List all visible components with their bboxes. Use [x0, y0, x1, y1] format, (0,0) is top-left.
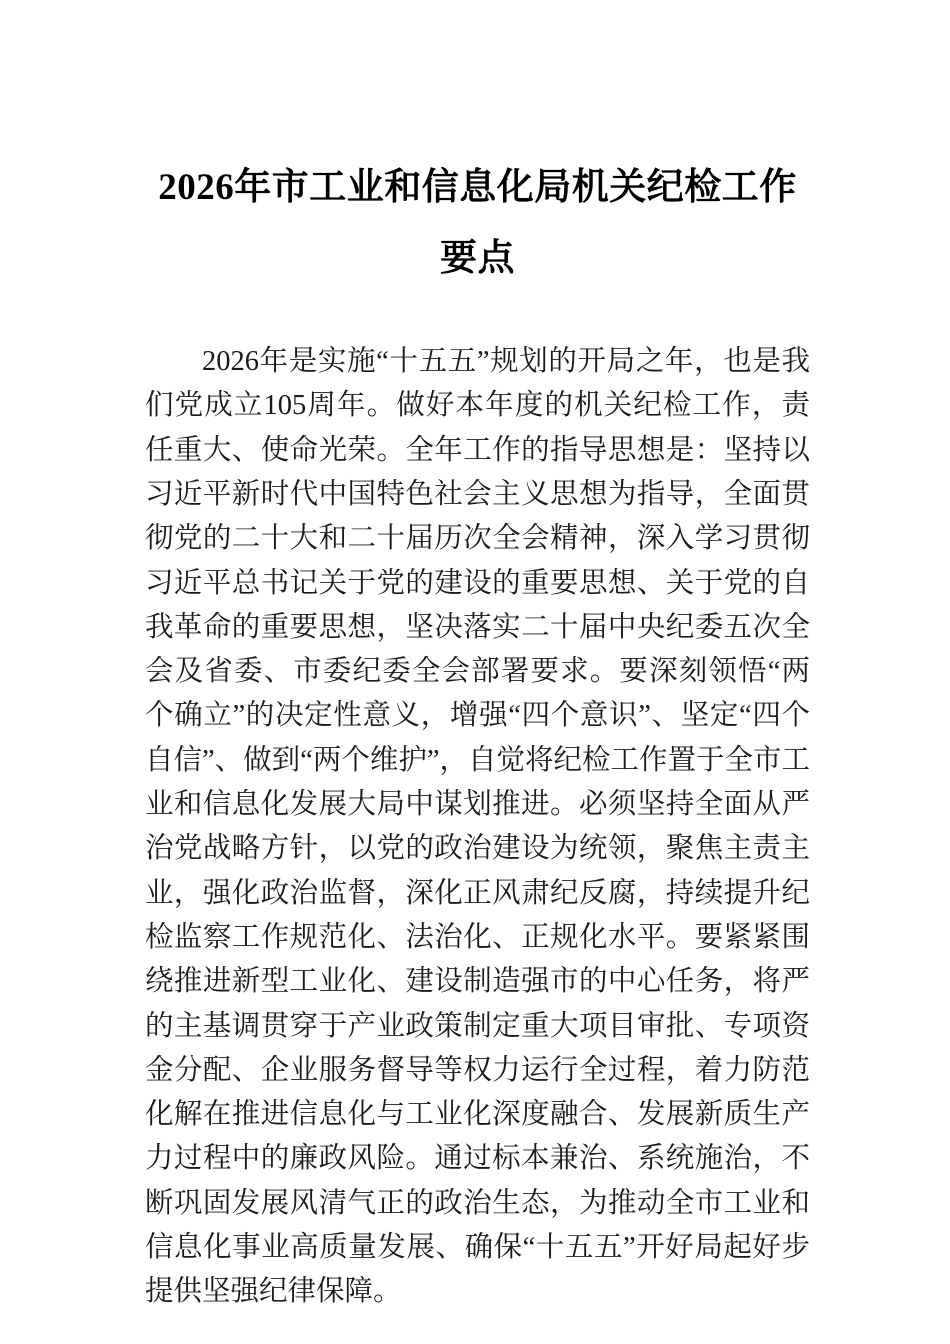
paragraph-block — [145, 340, 810, 1315]
body-paragraph: 2026年是实施“十五五”规划的开局之年，也是我们党成立105周年。做好本年度的机关纪检工作，责任重大、使命光荣。全年工作的指导思想是：坚持以习近平新时代中国特色社会主义思想为指导，全面贯彻党的二十大和二十届历次全会精神，深入学习贯彻习近平总书记关于党的建设的重要思想、关于党的自我革命的重要思想，坚决落实二十届中央纪委五次全会及省委、市委纪委全会部署要求。要深刻领悟“两个确立”的决定性意义，增强“四个意识”、坚定“四个自信”、做到“两个维护”，自觉将纪检工作置于全市工业和信息化发展大局中谋划推进。必须坚持全面从严治党战略方针，以党的政治建设为统领，聚焦主责主业，强化政治监督，深化正风肃纪反腐，持续提升纪检监察工作规范化、法治化、正规化水平。要紧紧围绕推进新型工业化、建设制造强市的中心任务，将严的主基调贯穿于产业政策制定重大项目审批、专项资金分配、企业服务督导等权力运行全过程，着力防范化解在推进信息化与工业化深度融合、发展新质生产力过程中的廉政风险。通过标本兼治、系统施治，不断巩固发展风清气正的政治生态，为推动全市工业和信息化事业高质量发展、确保“十五五”开好局起好步提供坚强纪律保障。 — [145, 346, 810, 1308]
document-title: 2026年市工业和信息化局机关纪检工作要点 — [158, 167, 797, 280]
document-body — [145, 0, 810, 1315]
